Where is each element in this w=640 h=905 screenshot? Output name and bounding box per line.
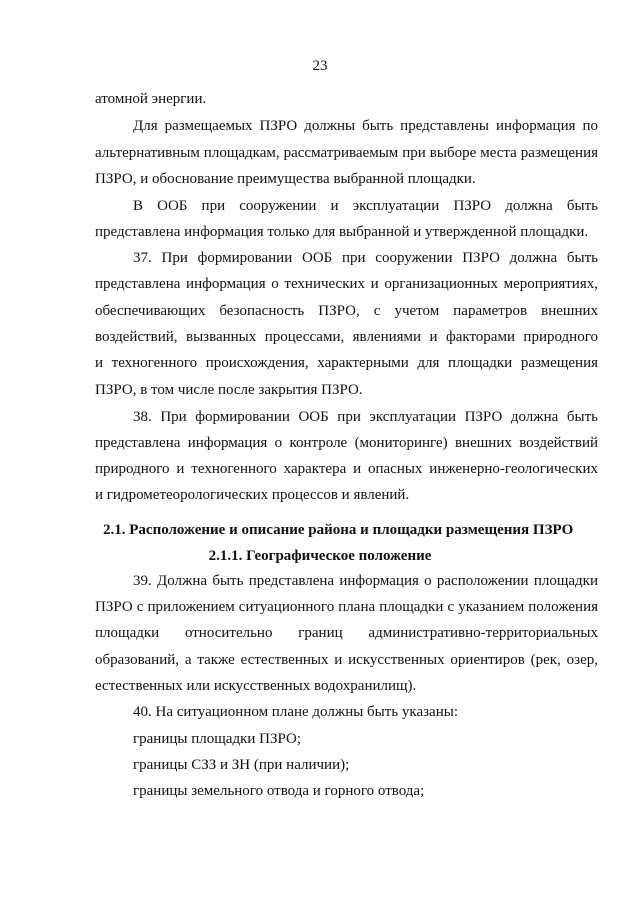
list-item: границы СЗЗ и ЗН (при наличии); <box>133 757 350 773</box>
text-line: естественных или искусственных водохранилищ). <box>95 678 417 694</box>
text-line: атомной энергии. <box>95 91 207 107</box>
list-item: границы площадки ПЗРО; <box>133 731 302 747</box>
text-line: 37. При формировании ООБ при сооружении ПЗРО должна быть <box>133 250 598 266</box>
text-line: Для размещаемых ПЗРО должны быть представлены информация по <box>133 118 598 134</box>
text-line: ПЗРО, и обоснование преимущества выбранной площадки. <box>95 171 476 187</box>
text-line: площадки относительно границ административно-территориальных <box>95 625 598 641</box>
text-line: природного и техногенного характера и опасных инженерно-геологических <box>95 461 598 477</box>
text-line: 40. На ситуационном плане должны быть указаны: <box>133 704 458 720</box>
text-line: обеспечивающих безопасность ПЗРО, с учетом параметров внешних <box>95 303 598 319</box>
text-line: В ООБ при сооружении и эксплуатации ПЗРО должна быть <box>133 198 598 214</box>
page-number: 23 <box>312 58 328 74</box>
subsection-heading: 2.1.1. Географическое положение <box>208 548 432 564</box>
text-line: образований, а также естественных и искусственных ориентиров (рек, озер, <box>95 652 598 668</box>
text-line: и гидрометеорологических процессов и явлений. <box>95 487 410 503</box>
text-line: представлена информация о контроле (мониторинге) внешних воздействий <box>95 435 598 451</box>
text-line: и техногенного происхождения, характерными для площадки размещения <box>95 355 598 371</box>
section-heading: 2.1. Расположение и описание района и площадки размещения ПЗРО <box>103 522 574 538</box>
text-line: альтернативным площадкам, рассматриваемым при выборе места размещения <box>95 145 598 161</box>
text-line: 39. Должна быть представлена информация о расположении площадки <box>133 573 598 589</box>
text-line: представлена информация только для выбранной и утвержденной площадки. <box>95 224 589 240</box>
text-line: ПЗРО, в том числе после закрытия ПЗРО. <box>95 382 363 398</box>
text-line: ПЗРО с приложением ситуационного плана площадки с указанием положения <box>95 599 598 615</box>
text-line: 38. При формировании ООБ при эксплуатации ПЗРО должна быть <box>133 409 598 425</box>
text-line: представлена информация о технических и организационных мероприятиях, <box>95 276 598 292</box>
text-line: воздействий, вызванных процессами, явлениями и факторами природного <box>95 329 598 345</box>
list-item: границы земельного отвода и горного отвода; <box>133 783 425 799</box>
